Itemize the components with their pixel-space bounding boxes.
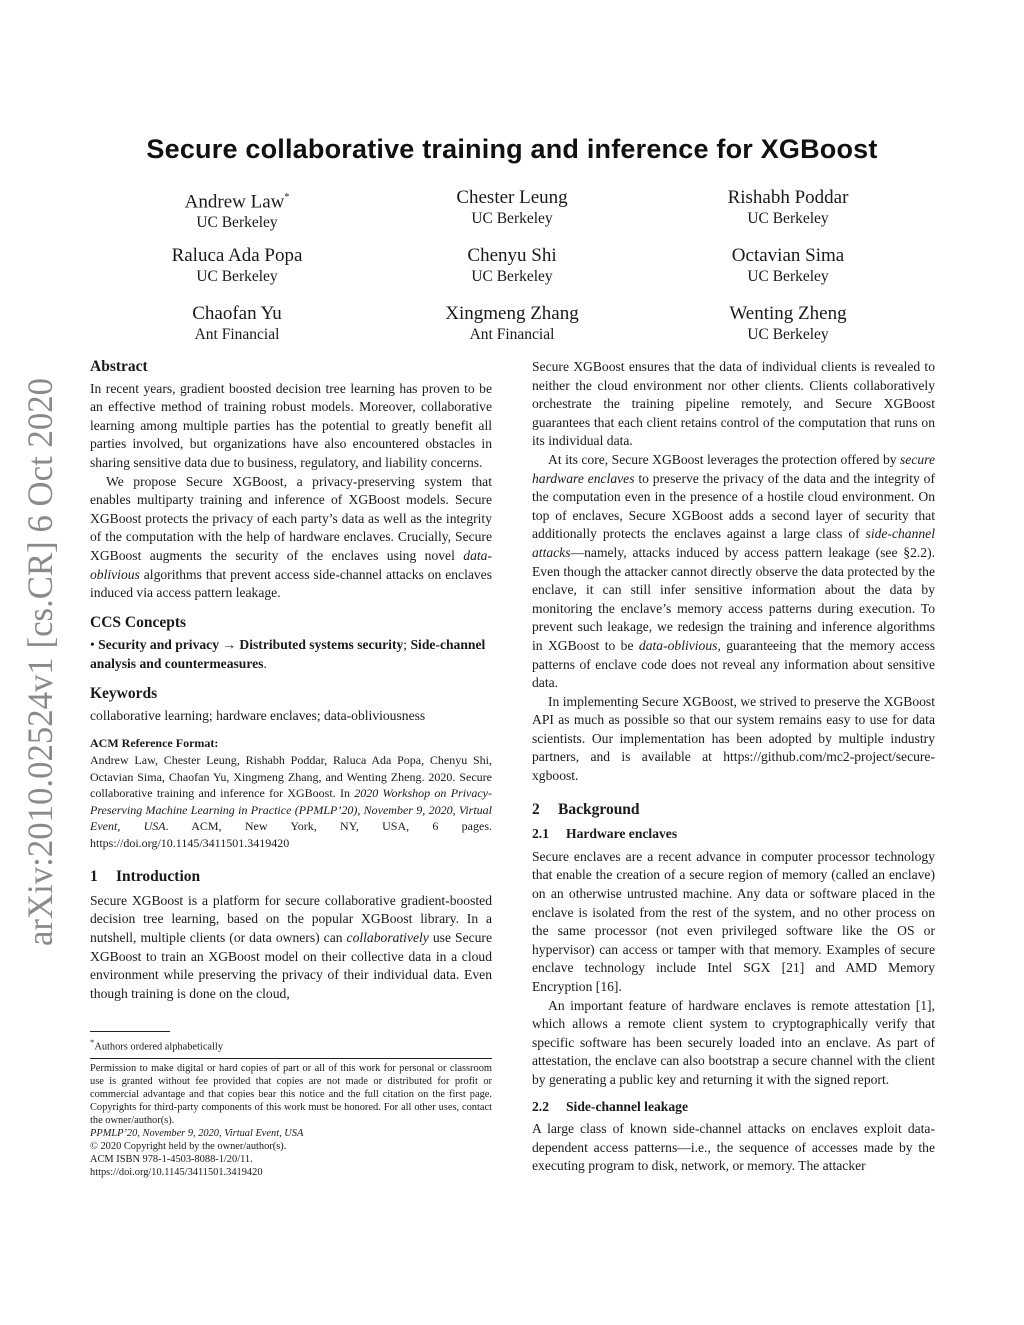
ccs-separator: ; [403,637,408,653]
author-affiliation: UC Berkeley [196,268,278,285]
ccs-concept: Distributed systems security [239,637,404,653]
intro-emphasis: collaboratively [346,930,429,946]
permission-block [90,1062,492,1179]
author-2 [372,187,652,229]
author-name: Chenyu Shi [467,245,557,266]
author-3 [648,187,928,229]
isbn-line: ACM ISBN 978-1-4503-8088-1/20/11. [90,1154,253,1165]
author-name: Chester Leung [456,187,568,208]
author-8 [372,303,652,345]
right-column [532,358,935,1176]
acm-reference-text [90,752,492,851]
paper-title: Secure collaborative training and inference for XGBoost [146,134,878,164]
keywords-text: collaborative learning; hardware enclaves; data-obliviousness [90,708,426,724]
acm-reference-part: Andrew Law, Chester Leung, Rishabh Poddar, Raluca Ada Popa, Chenyu Shi, Octavian Sima, Chaofan Yu, Xingmeng Zhang, and Wenting Zheng. 2020. Secure collaborative training and inference for XGBoost. In [90,753,492,801]
acm-reference-part: . ACM, New York, NY, USA, 6 pages. https://doi.org/10.1145/3411501.3419420 [90,819,492,850]
footnote-text: Authors ordered alphabetically [94,1041,224,1053]
author-9 [648,303,928,345]
author-name: Xingmeng Zhang [445,303,579,324]
permission-venue: PPMLP’20, November 9, 2020, Virtual Event, USA [90,1128,304,1139]
hardware-enclaves-paragraph: Secure enclaves are a recent advance in computer processor technology that enable the creation of a secure region of memory (called an enclave) on an otherwise untrusted machine. Any data or software placed in the enclave is isolated from the rest of the system, and no other process on the same processor (not even privileged software like the OS or hypervisor) can access or tamper with that memory. Examples of secure enclave technology include Intel SGX [21] and AMD Memory Encryption [16]. [532,848,935,994]
subsection-2-1-heading [532,825,935,844]
section-number: 1 [90,868,98,886]
body-emphasis: data-oblivious [638,637,718,653]
footnote [90,1036,492,1053]
body-text: —namely, attacks induced by access pattern leakage (see §2.2). Even though the attacker cannot directly observe the data protected by the enclave, it can still infer sensitive information about the data by monitoring the enclave’s memory access patterns during execution. To prevent such leakage, we redesign the training and inference algorithms in XGBoost to be [532,544,935,653]
author-7 [97,303,377,345]
ccs-concepts [90,636,492,673]
author-name: Wenting Zheng [729,303,847,324]
author-affiliation: UC Berkeley [747,326,829,343]
ccs-end: . [263,655,267,671]
author-affiliation: UC Berkeley [196,214,278,232]
abstract-text: algorithms that prevent access side-channel attacks on enclaves induced via access pattern leakage. [90,566,492,601]
body-emphasis: secure hardware enclaves [532,451,935,486]
subsection-number: 2.1 [532,826,549,842]
footnote-rule [90,1031,170,1032]
abstract-text: We propose Secure XGBoost, a privacy-preserving system that enables multiparty training and inference of XGBoost models. Secure XGBoost protects the privacy of each party’s data as well as the integrity of the computation with the help of hardware enclaves. Crucially, Secure XGBoost augments the security of the enclaves using novel [90,473,492,563]
author-affiliation: UC Berkeley [747,210,829,227]
arxiv-stamp [6,360,66,960]
author-name: Chaofan Yu [192,303,282,324]
body-text: to preserve the privacy of the data and the integrity of the computation even in the presence of a hostile cloud environment. On top of enclaves, Secure XGBoost adds a second layer of security that additionally protects the enclaves against a large class of [532,470,935,542]
keywords-heading: Keywords [90,684,158,702]
ccs-concept: Security and privacy [98,637,220,653]
author-affiliation: UC Berkeley [471,268,553,285]
author-4 [97,245,377,287]
doi-line: https://doi.org/10.1145/3411501.3419420 [90,1167,263,1178]
author-affiliation: UC Berkeley [471,210,553,227]
author-name: Rishabh Poddar [727,187,849,208]
ccs-concept: Side-channel analysis and countermeasures [90,637,486,671]
author-name: Octavian Sima [731,245,845,266]
right-paragraph-3: In implementing Secure XGBoost, we strived to preserve the XGBoost API as much as possible so that our system remains easy to use for data scientists. Our implementation has been adopted by multiple industry partners, and is available at https://github.com/mc2-project/secure-xgboost. [532,693,935,784]
body-text: , guaranteeing that the memory access patterns of enclave code does not reveal any information about sensitive data. [532,637,935,691]
abstract-paragraph-2 [90,473,492,603]
subsection-2-2-heading [532,1098,935,1117]
copyright-line: © 2020 Copyright held by the owner/author(s). [90,1141,287,1152]
abstract-heading: Abstract [90,358,148,375]
author-footnote-mark: * [284,192,290,203]
section-number: 2 [532,800,540,818]
right-paragraph-1: Secure XGBoost ensures that the data of individual clients is revealed to neither the cloud environment nor other clients. Clients collaboratively orchestrate the training pipeline remotely, and Secure XGBoost guarantees that each client retains control of the computation that runs on its individual data. [532,359,935,449]
section-title: Background [558,800,640,818]
intro-text: Secure XGBoost is a platform for secure collaborative gradient-boosted decision tree learning, based on the popular XGBoost library. In a nutshell, multiple clients (or data owners) can [90,892,492,946]
intro-paragraph [90,892,492,1004]
author-5 [372,245,652,287]
subsection-title: Side-channel leakage [566,1098,688,1114]
author-name: Raluca Ada Popa [171,245,303,266]
author-name: Andrew Law [184,191,285,213]
left-column [90,358,492,1003]
author-1 [97,187,377,233]
acm-reference-heading: ACM Reference Format: [90,735,219,750]
arxiv-id: arXiv:2010.02524v1 [cs.CR] 6 Oct 2020 [20,366,60,946]
acm-reference-venue: 2020 Workshop on Privacy-Preserving Machine Learning in Practice (PPMLP’20), November 9, 2020, Virtual Event, USA [90,786,492,834]
author-affiliation: Ant Financial [194,326,280,343]
section-1-heading [90,868,492,887]
author-affiliation: Ant Financial [469,326,555,343]
intro-text: use Secure XGBoost to train an XGBoost model on their collective data in a cloud environment while preserving the privacy of their individual data. Even though training is done on the cloud, [90,930,492,1001]
permission-rule [90,1058,492,1059]
abstract-emphasis: data-oblivious [90,547,492,582]
attestation-paragraph: An important feature of hardware enclaves is remote attestation [1], which allows a remote client system to cryptographically verify that specific software has been securely loaded into an enclave. As part of attestation, the enclave can also bootstrap a secure channel with the client by generating a public key and returning it with the signed report. [532,997,935,1087]
right-paragraph-2 [532,451,935,693]
footnote-mark: * [90,1037,95,1047]
author-6 [648,245,928,287]
ccs-arrow: → [222,637,237,653]
ccs-bullet: • [90,637,95,653]
section-title: Introduction [116,868,201,886]
author-affiliation: UC Berkeley [747,268,829,285]
abstract-paragraph-1: In recent years, gradient boosted decision tree learning has proven to be an effective method of training robust models. Moreover, collaborative learning among multiple parties has the potential to greatly benefit all parties involved, but organizations have also encountered obstacles in sharing sensitive data due to business, regulatory, and liability concerns. [90,380,492,470]
body-text: At its core, Secure XGBoost leverages the protection offered by [548,451,901,467]
section-2-heading [532,801,935,820]
subsection-title: Hardware enclaves [566,826,678,842]
side-channel-paragraph: A large class of known side-channel attacks on enclaves exploit data-dependent access patterns—i.e., the sequence of accesses made by the executing program to disk, network, or memory. The attacker [532,1121,935,1174]
ccs-heading: CCS Concepts [90,613,187,631]
permission-text: Permission to make digital or hard copies of part or all of this work for personal or classroom use is granted without fee provided that copies are not made or distributed for profit or commercial advantage and that copies bear this notice and the full citation on the first page. Copyrights for third-party components of this work must be honored. For all other uses, contact the owner/author(s). [90,1063,492,1126]
body-emphasis: side-channel attacks [532,526,935,560]
subsection-number: 2.2 [532,1098,549,1114]
